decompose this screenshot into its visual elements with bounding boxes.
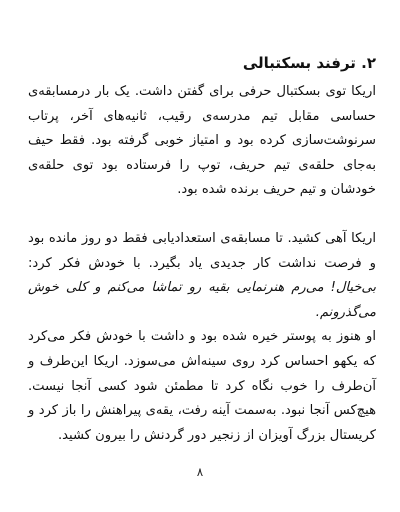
paragraph-2 — [28, 227, 376, 325]
paragraph-2-text: اریکا آهی کشید. تا مسابقه‌ی استعدادیابی فقط دو روز مانده بود و فرصت نداشت کار جدیدی یاد بگیرد. با خودش فکر کرد: — [28, 230, 376, 271]
section-heading: ۲. ترفند بسکتبالی — [242, 54, 376, 72]
page-number: ۸ — [196, 465, 204, 479]
paragraph-1: اریکا توی بسکتبال حرفی برای گفتن داشت. یک بار درمسابقه‌ی حساسی مقابل تیم مدرسه‌ی رقیب، ثانیه‌های آخر، پرتاب سرنوشت‌سازی کرده بود و امتیاز خوبی گرفته بود. فقط حیف به‌جای حلقه‌ی تیم حریف، توپ را فرستاده بود توی حلقه‌ی خودشان و تیم حریف برنده شده بود. — [28, 84, 376, 198]
paragraph-gap — [28, 203, 376, 227]
page-body — [28, 52, 376, 448]
paragraph-3: او هنوز به پوستر خیره شده بود و داشت با خودش فکر می‌کرد که یکهو احساس کرد روی سینه‌اش می‌سوزد. اریکا این‌طرف و آن‌طرف را خوب نگاه کرد تا مطمئن شود کسی آنجا نیست. هیچ‌کس آنجا نبود. به‌سمت آینه رفت، یقه‌ی پیراهنش را باز کرد و کریستال بزرگ آویزان از زنجیر دور گردنش را بیرون کشید. — [28, 329, 376, 443]
paragraph-2-italic-thought: بی‌خیال! می‌رم هنرنمایی بقیه رو تماشا می‌کنم و کلی خوش می‌گذرونم. — [28, 280, 376, 320]
